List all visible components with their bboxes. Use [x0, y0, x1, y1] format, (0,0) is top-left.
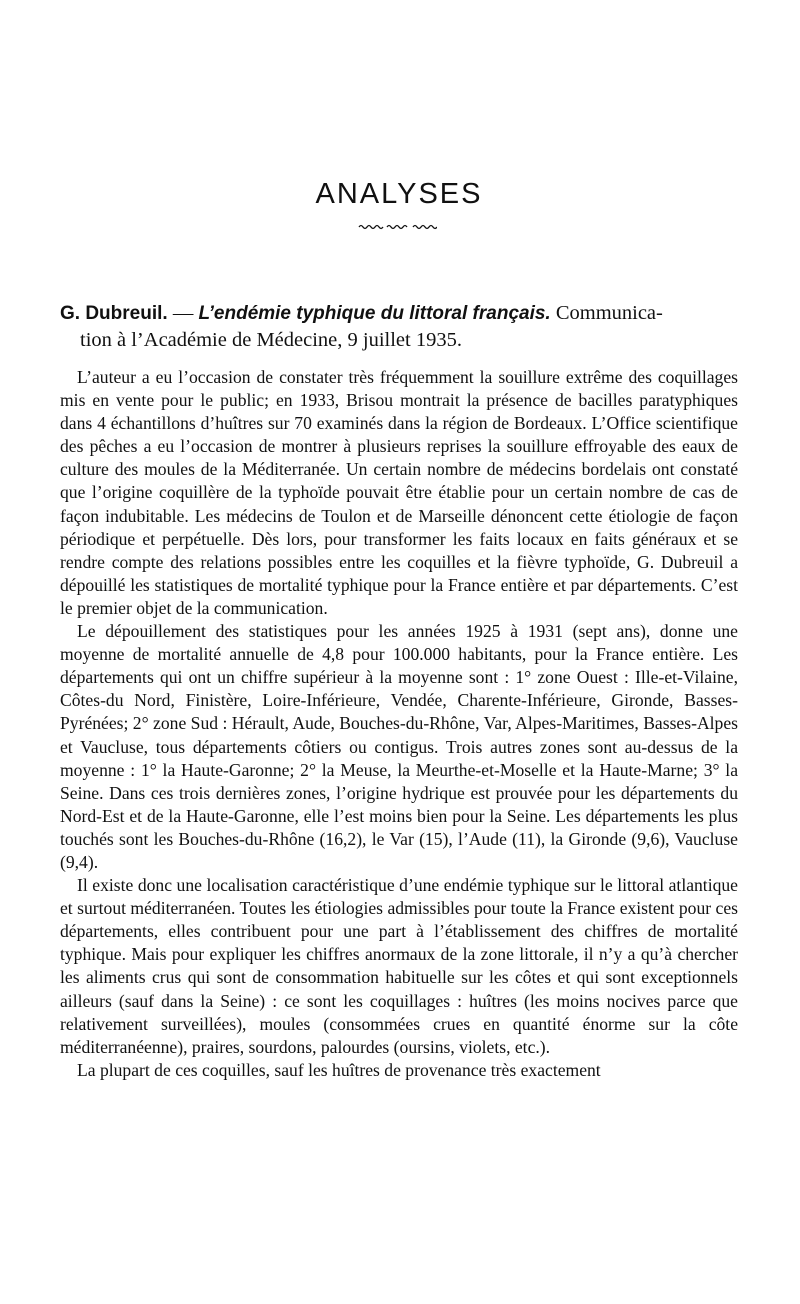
citation	[60, 300, 738, 353]
citation-dash: —	[167, 302, 199, 324]
paragraph: Le dépouillement des statistiques pour les années 1925 à 1931 (sept ans), donne une moyenne de mortalité annuelle de 4,8 pour 100.000 habitants, pour la France entière. Les départements qui ont un chiffre supérieur à la moyenne sont : 1° zone Ouest : Ille-et-Vilaine, Côtes-du Nord, Finistère, Loire-Inférieure, Vendée, Charente-Inférieure, Gironde, Basses-Pyrénées; 2° zone Sud : Hérault, Aude, Bouches-du-Rhône, Var, Alpes-Maritimes, Basses-Alpes et Vaucluse, tous départements côtiers ou contigus. Trois autres zones sont au-dessus de la moyenne : 1° la Haute-Garonne; 2° la Meuse, la Meurthe-et-Moselle et la Haute-Marne; 3° la Seine. Dans ces trois dernières zones, l’origine hydrique est prouvée pour les départements du Nord-Est et de la Haute-Garonne, elle l’est moins bien pour la Seine. Les départements les plus touchés sont les Bouches-du-Rhône (16,2), le Var (15), l’Aude (11), la Gironde (9,6), Vaucluse (9,4).	[60, 621, 738, 872]
citation-author: G. Dubreuil.	[60, 303, 168, 324]
paragraph: La plupart de ces coquilles, sauf les huîtres de provenance très exactement	[77, 1059, 601, 1080]
citation-source-line1: Communica-	[550, 302, 663, 324]
paragraph: L’auteur a eu l’occasion de constater très fréquemment la souillure extrême des coquillages mis en vente pour le public; en 1933, Brisou montrait la présence de bacilles paratyphiques dans 4 échantillons d’huîtres sur 70 examinés dans la région de Bordeaux. L’Office scientifique des pêches a eu l’occasion de montrer à plusieurs reprises la souillure effroyable des eaux de culture des moules de la Méditerranée. Un certain nombre de médecins bordelais ont constaté que l’origine coquillère de la typhoïde pouvait être établie pour un certain nombre de cas de façon indubitable. Les médecins de Toulon et de Marseille dénoncent cette étiologie de façon périodique et perpétuelle. Dès lors, pour transformer les faits locaux en faits généraux et se rendre compte des relations possibles entre les coquilles et la fièvre typhoïde, G. Dubreuil a dépouillé les statistiques de mortalité typhique pour la France entière et par départements. C’est le premier objet de la communication.	[60, 367, 738, 618]
analysis-body	[60, 366, 738, 1082]
title-ornament	[357, 221, 437, 231]
citation-source-line2: tion à l’Académie de Médecine, 9 juillet 1935.	[80, 329, 462, 351]
paragraph: Il existe donc une localisation caractéristique d’une endémie typhique sur le littoral atlantique et surtout méditerranéen. Toutes les étiologies admissibles pour toute la France existent pour ces départements, elles contribuent pour une part à l’établissement des chiffres de mortalité typhique. Mais pour expliquer les chiffres anormaux de la zone littorale, il n’y a qu’à chercher les aliments crus qui sont de consommation habituelle sur les côtes et qui sont exceptionnels ailleurs (sauf dans la Seine) : ce sont les coquillages : huîtres (les moins nocives parce que relativement surveillées), moules (consommées crues en quantité énorme sur la côte méditerranéenne), praires, sourdons, palourdes (oursins, violets, etc.).	[60, 875, 738, 1057]
citation-title: L’endémie typhique du littoral français.	[198, 303, 551, 324]
document-page	[60, 0, 738, 1304]
section-title: ANALYSES	[315, 178, 483, 210]
